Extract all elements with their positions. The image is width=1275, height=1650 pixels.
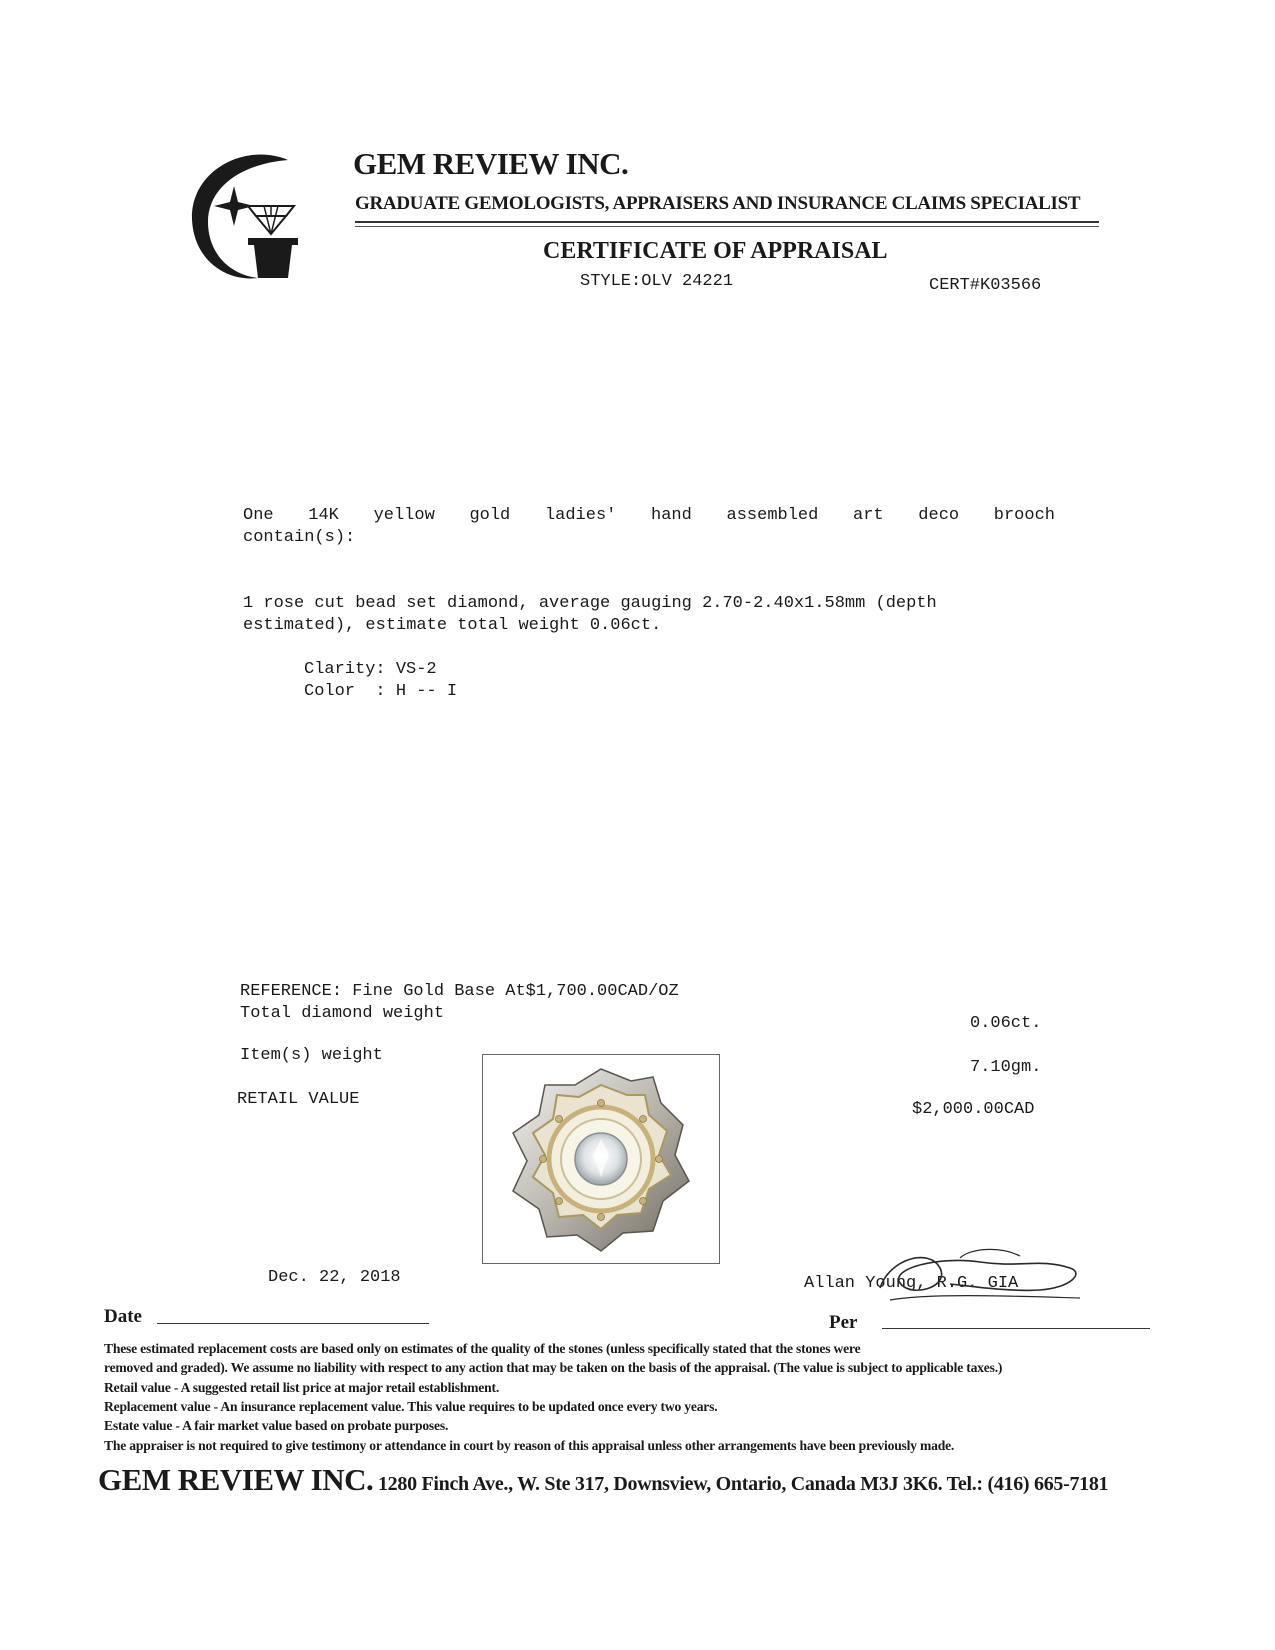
item-description-line (243, 506, 1055, 525)
brooch-photo (482, 1054, 720, 1264)
description-word: art (853, 506, 884, 525)
description-word: One (243, 506, 274, 525)
diamond-clarity: Clarity: VS-2 (304, 660, 437, 679)
description-word: hand (651, 506, 692, 525)
description-word: 14K (308, 506, 339, 525)
per-underline (882, 1328, 1150, 1329)
diamond-description-line: estimated), estimate total weight 0.06ct. (243, 616, 662, 635)
company-name: GEM REVIEW INC. (353, 146, 629, 181)
footer-address: 1280 Finch Ave., W. Ste 317, Downsview, Ontario, Canada M3J 3K6. Tel.: (416) 665-7181 (373, 1473, 1109, 1495)
disclaimer-line: Estate value - A fair market value based on probate purposes. (104, 1418, 449, 1433)
diamond-color: Color : H -- I (304, 682, 458, 701)
signature-icon (870, 1238, 1090, 1308)
description-word: brooch (993, 506, 1055, 525)
footer-company-name: GEM REVIEW INC. (98, 1462, 374, 1497)
item-description-contains: contain(s): (243, 528, 356, 547)
description-word: assembled (726, 506, 819, 525)
item-weight-value: 7.10gm. (970, 1058, 1042, 1077)
footer (98, 1462, 1108, 1498)
date-label: Date (104, 1306, 142, 1327)
disclaimer-line: The appraiser is not required to give testimony or attendance in court by reason of this appraisal unless other arrangements have been previously made. (104, 1438, 955, 1453)
gem-logo-icon (186, 150, 306, 285)
certificate-number: CERT#K03566 (929, 276, 1042, 295)
date-underline (157, 1323, 429, 1324)
total-diamond-weight-label: Total diamond weight (240, 1004, 445, 1023)
description-word: ladies' (544, 506, 617, 525)
disclaimer-line: removed and graded). We assume no liability with respect to any action that may be taken on the basis of the appraisal. (The value is subject to applicable taxes.) (104, 1360, 1003, 1375)
style-number: STYLE:OLV 24221 (580, 272, 734, 291)
disclaimer-line: Replacement value - An insurance replacement value. This value requires to be updated once every two years. (104, 1399, 718, 1414)
appraiser-name: Allan Young, R.G. GIA (804, 1274, 1019, 1293)
header-divider (355, 221, 1099, 223)
disclaimer-line: These estimated replacement costs are based only on estimates of the quality of the stones (unless specifically stated that the stones were (104, 1341, 861, 1356)
company-tagline: GRADUATE GEMOLOGISTS, APPRAISERS AND INSURANCE CLAIMS SPECIALIST (355, 193, 1081, 214)
gold-reference: REFERENCE: Fine Gold Base At$1,700.00CAD/OZ (240, 982, 679, 1001)
description-word: yellow (373, 506, 435, 525)
diamond-description-line: 1 rose cut bead set diamond, average gauging 2.70-2.40x1.58mm (depth (243, 594, 937, 613)
retail-value-label: RETAIL VALUE (237, 1090, 360, 1109)
certificate-title: CERTIFICATE OF APPRAISAL (543, 238, 888, 264)
disclaimer-line: Retail value - A suggested retail list price at major retail establishment. (104, 1380, 500, 1395)
header-divider (355, 226, 1099, 227)
total-diamond-weight-value: 0.06ct. (970, 1014, 1042, 1033)
description-word: deco (918, 506, 960, 525)
retail-value-amount: $2,000.00CAD (912, 1100, 1035, 1119)
description-word: gold (469, 506, 511, 525)
appraisal-date: Dec. 22, 2018 (268, 1268, 401, 1287)
item-weight-label: Item(s) weight (240, 1046, 383, 1065)
brooch-image-icon (483, 1055, 719, 1263)
per-label: Per (829, 1312, 858, 1333)
